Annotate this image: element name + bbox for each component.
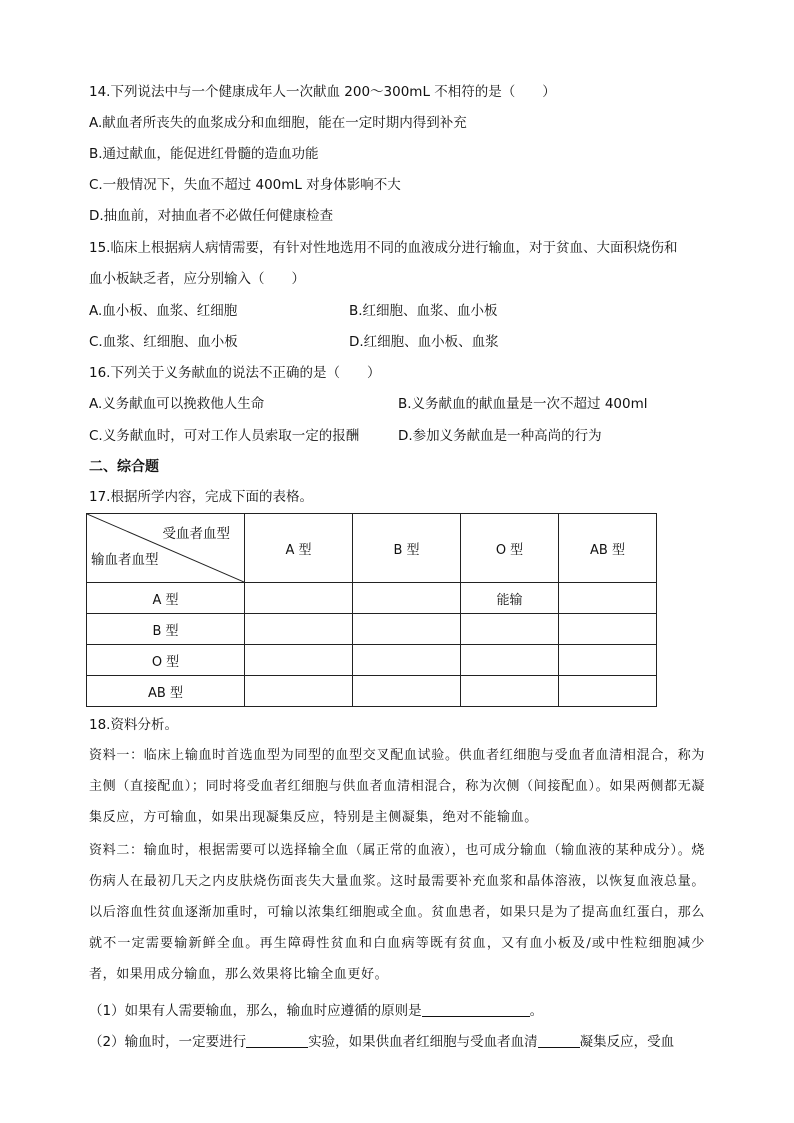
column-header: B 型: [353, 514, 461, 583]
q15-option-c: C.血浆、红细胞、血小板: [89, 334, 238, 350]
table-cell[interactable]: [559, 614, 657, 645]
q14-stem: 14.下列说法中与一个健康成年人一次献血 200～300mL 不相符的是（ ）: [89, 84, 556, 100]
table-cell[interactable]: [245, 676, 353, 707]
table-cell[interactable]: [461, 645, 559, 676]
table-cell[interactable]: 能输: [461, 583, 559, 614]
column-header: A 型: [245, 514, 353, 583]
q18-sub2: [89, 1033, 674, 1051]
column-header: AB 型: [559, 514, 657, 583]
table-corner-cell: [87, 514, 245, 583]
table-row: [87, 645, 657, 676]
q16-option-b: B.义务献血的献血量是一次不超过 400ml: [398, 396, 648, 412]
table-cell[interactable]: [353, 583, 461, 614]
column-header: O 型: [461, 514, 559, 583]
answer-blank[interactable]: [246, 1033, 308, 1048]
q15-option-a: A.血小板、血浆、红细胞: [89, 303, 238, 319]
q16-stem: 16.下列关于义务献血的说法不正确的是（ ）: [89, 365, 381, 381]
table-cell[interactable]: [559, 583, 657, 614]
q15-option-d: D.红细胞、血小板、血浆: [349, 334, 499, 350]
q14-option-d: D.抽血前，对抽血者不必做任何健康检查: [89, 208, 334, 224]
table-cell[interactable]: [353, 676, 461, 707]
table-row: [87, 583, 657, 614]
q18-sub1: [89, 1002, 543, 1020]
q17-stem: 17.根据所学内容，完成下面的表格。: [89, 489, 313, 505]
table-cell[interactable]: [353, 645, 461, 676]
q15-stem-line2: 血小板缺乏者，应分别输入（ ）: [89, 271, 305, 287]
table-cell[interactable]: [461, 614, 559, 645]
table-row: [87, 614, 657, 645]
material-1: 资料一：临床上输血时首选血型为同型的血型交叉配血试验。供血者红细胞与受血者血清相混合，称为主侧（直接配血）；同时将受血者红细胞与供血者血清相混合，称为次侧（间接配血）。如果两侧都无凝集反应，方可输血，如果出现凝集反应，特别是主侧凝集，绝对不能输血。: [89, 748, 705, 825]
q18-sub2-text-b: 实验，如果供血者红细胞与受血者血清: [308, 1034, 538, 1050]
table-cell[interactable]: [245, 645, 353, 676]
q16-option-d: D.参加义务献血是一种高尚的行为: [398, 428, 602, 444]
answer-blank[interactable]: [422, 1002, 530, 1017]
q14-option-a: A.献血者所丧失的血浆成分和血细胞，能在一定时期内得到补充: [89, 115, 467, 131]
q14-option-b: B.通过献血，能促进红骨髓的造血功能: [89, 146, 319, 162]
table-cell[interactable]: [245, 614, 353, 645]
q15-option-b: B.红细胞、血浆、血小板: [349, 303, 498, 319]
header-recipient: 受血者血型: [162, 526, 230, 542]
row-header: O 型: [87, 645, 245, 676]
q14-option-c: C.一般情况下，失血不超过 400mL 对身体影响不大: [89, 177, 401, 193]
blood-type-table: [86, 513, 657, 707]
q16-option-c: C.义务献血时，可对工作人员索取一定的报酬: [89, 428, 360, 444]
table-row: [87, 676, 657, 707]
table-cell[interactable]: [353, 614, 461, 645]
q18-sub1-text: （1）如果有人需要输血，那么，输血时应遵循的原则是: [89, 1003, 422, 1019]
table-cell[interactable]: [559, 645, 657, 676]
q15-stem-line1: 15.临床上根据病人病情需要，有针对性地选用不同的血液成分进行输血，对于贫血、大面积烧伤和: [89, 240, 678, 256]
section-heading: 二、综合题: [89, 459, 159, 475]
row-header: B 型: [87, 614, 245, 645]
q18-sub2-text-c: 凝集反应，受血: [579, 1034, 675, 1050]
table-cell[interactable]: [245, 583, 353, 614]
table-cell[interactable]: [559, 676, 657, 707]
q18-stem: 18.资料分析。: [89, 717, 178, 733]
table-cell[interactable]: [461, 676, 559, 707]
q16-option-a: A.义务献血可以挽救他人生命: [89, 396, 265, 412]
q18-sub1-end: 。: [529, 1003, 544, 1019]
material-2: 资料二：输血时，根据需要可以选择输全血（属正常的血液），也可成分输血（输血液的某种成分）。烧伤病人在最初几天之内皮肤烧伤面丧失大量血浆。这时最需要补充血浆和晶体溶液，以恢复血液总量。以后溶血性贫血逐渐加重时，可输以浓集红细胞或全血。贫血患者，如果只是为了提高血红蛋白，那么就不一定需要输新鲜全血。再生障碍性贫血和白血病等既有贫血，又有血小板及/或中性粒细胞减少者，如果用成分输血，那么效果将比输全血更好。: [89, 843, 705, 982]
answer-blank[interactable]: [538, 1033, 580, 1048]
row-header: A 型: [87, 583, 245, 614]
row-header: AB 型: [87, 676, 245, 707]
header-donor: 输血者血型: [91, 552, 159, 568]
q18-sub2-text-a: （2）输血时，一定要进行: [89, 1034, 247, 1050]
